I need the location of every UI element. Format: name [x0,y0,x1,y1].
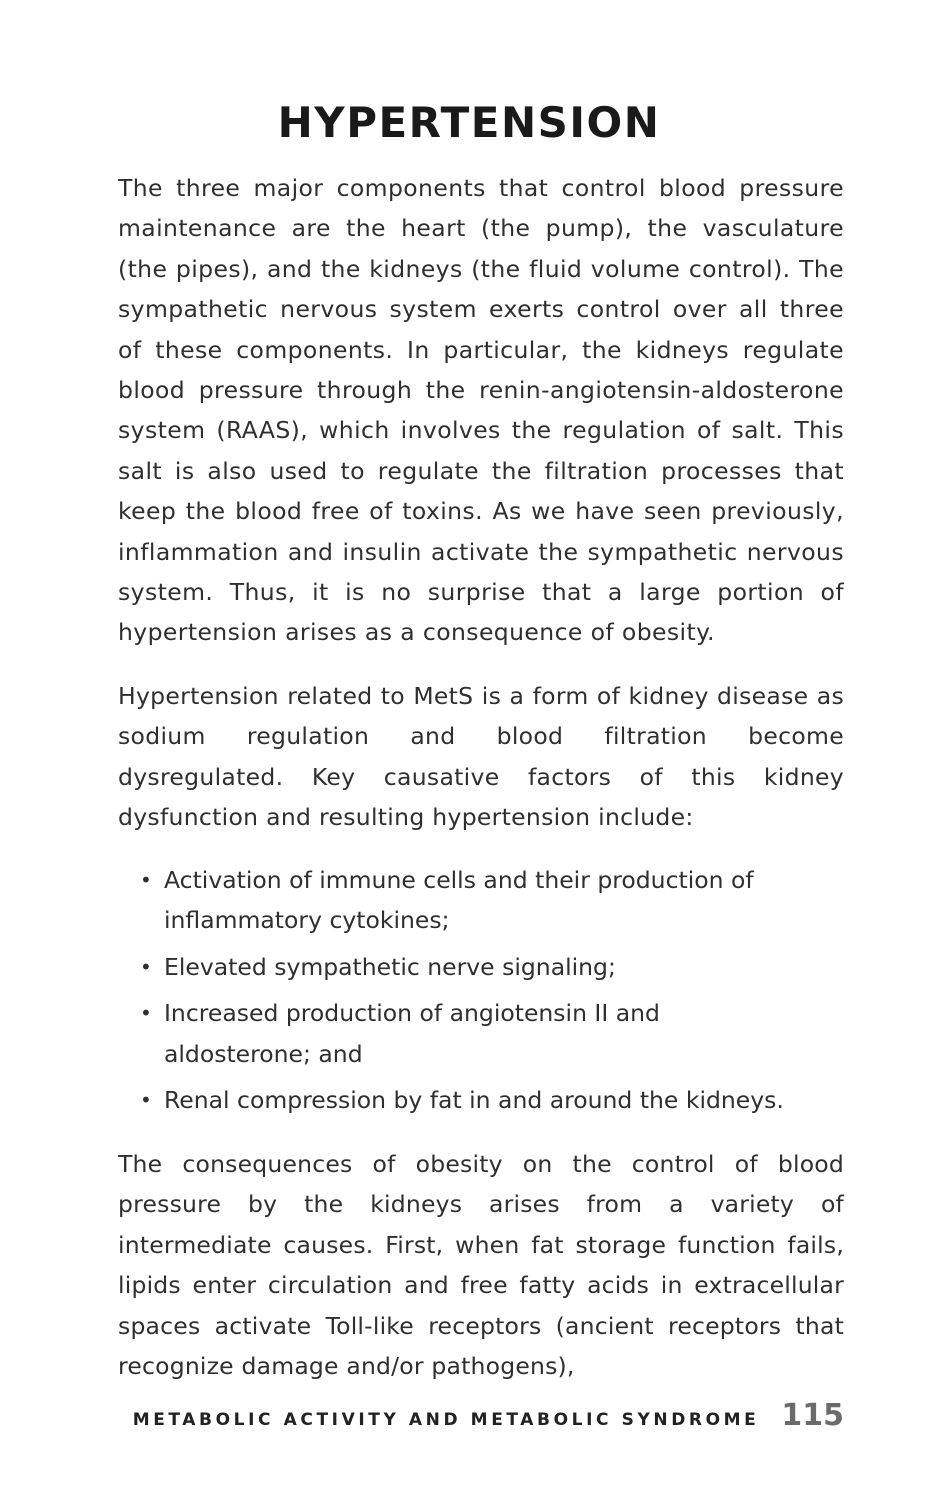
list-item-text: Renal compression by fat in and around the kidneys. [164,1086,784,1115]
bullet-icon: • [140,954,152,979]
list-item-text: Activation of immune cells and their production of inflammatory cytokines; [164,866,754,935]
list-item [118,993,844,1074]
list-item [118,1080,844,1120]
paragraph-intro: The three major components that control blood pressure maintenance are the heart (the pump), the vasculature (the pipes), and the kidneys (the fluid volume control). The sympathetic nervous system exerts control over all three of these components. In particular, the kidneys regulate blood pressure through the renin-angiotensin-aldosterone system (RAAS), which involves the regulation of salt. This salt is also used to regulate the filtration processes that keep the blood free of toxins. As we have seen previously, inflammation and insulin activate the sympathetic nervous system. Thus, it is no surprise that a large portion of hypertension arises as a consequence of obesity. [118,174,844,647]
running-head: METABOLIC ACTIVITY AND METABOLIC SYNDROME [132,1410,760,1430]
list-item-text: Elevated sympathetic nerve signaling; [164,952,616,981]
list-item-text: Increased production of angiotensin II and aldosterone; and [164,999,660,1068]
page-footer [133,1398,844,1433]
paragraph-causes: Hypertension related to MetS is a form of kidney disease as sodium regulation and blood filtration become dysregulated. Key causative factors of this kidney dysfunction and resulting hypertension include: [118,682,844,832]
bullet-icon: • [140,1001,152,1026]
section-heading: HYPERTENSION [277,98,661,147]
list-item [118,860,844,941]
bullet-icon: • [140,868,152,892]
list-item [118,947,844,987]
bullet-icon: • [140,1088,152,1113]
page-number: 115 [781,1398,844,1433]
paragraph-consequences: The consequences of obesity on the control of blood pressure by the kidneys arises from a variety of intermediate causes. First, when fat storage function fails, lipids enter circulation and free fatty acids in extracellular spaces activate Toll-like receptors (ancient receptors that recognize damage and/or pathogens), [118,1150,844,1381]
causative-factors-list [118,860,844,1126]
